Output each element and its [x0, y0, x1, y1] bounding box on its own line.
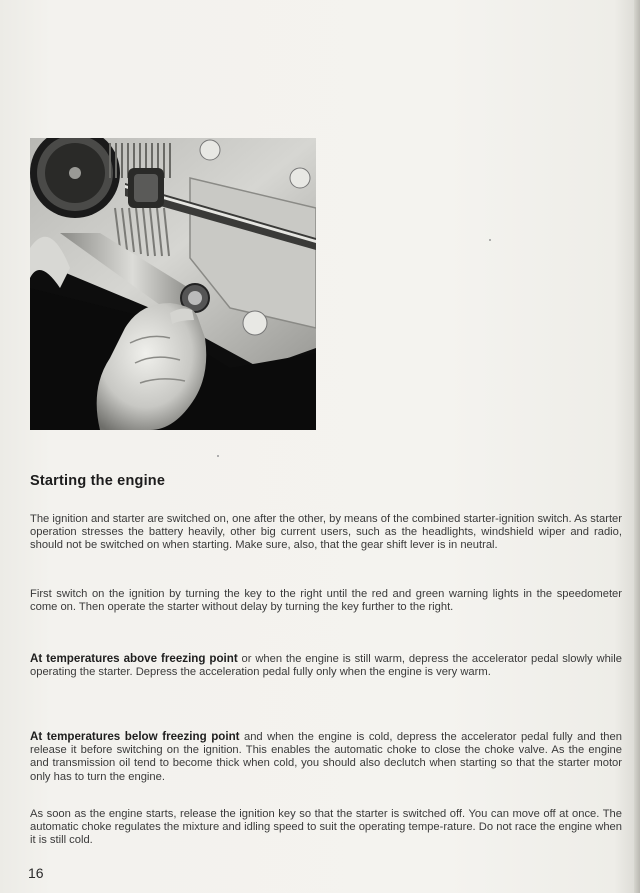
section-heading: Starting the engine [30, 473, 166, 489]
paragraph-above-freezing [30, 652, 622, 679]
paragraph-ignition-steps: First switch on the ignition by turning the key to the right until the red and green warning lights in the speedometer come on. Then operate the starter without delay by turning the key further to the right. [30, 588, 622, 614]
page-number: 16 [28, 865, 44, 881]
above-freezing-text: or when the engine is still warm, depress the accelerator pedal slowly while operating the starter. Depress the acceleration pedal fully only when the engine is very warm. [30, 653, 622, 679]
below-freezing-text: and when the engine is cold, depress the accelerator pedal fully and then release it before switching on the ignition. This enables the automatic choke to close the choke valve. As the engine and transmission oil tend to become thick when cold, you should also declutch when starting so that the starter motor only has to turn the engine. [30, 731, 622, 783]
above-freezing-lead: At temperatures above freezing point [30, 652, 238, 665]
page-edge [634, 0, 640, 893]
paragraph-below-freezing [30, 730, 622, 784]
speck [217, 455, 219, 457]
paragraph-starter-ignition: The ignition and starter are switched on, one after the other, by means of the combined starter-ignition switch. As starter operation stresses the battery heavily, other big current users, such as the headlights, windshield wiper and radio, should not be switched on when starting. Make sure, also, that the gear shift lever is in neutral. [30, 513, 623, 552]
below-freezing-lead: At temperatures below freezing point [30, 730, 240, 743]
dashboard-ignition-photo [30, 138, 316, 430]
speck [489, 239, 491, 241]
paragraph-after-start: As soon as the engine starts, release the ignition key so that the starter is switched off. You can move off at once. The automatic choke regulates the mixture and idling speed to suit the operating tempe-rature. Do not race the engine when it is still cold. [30, 808, 622, 847]
